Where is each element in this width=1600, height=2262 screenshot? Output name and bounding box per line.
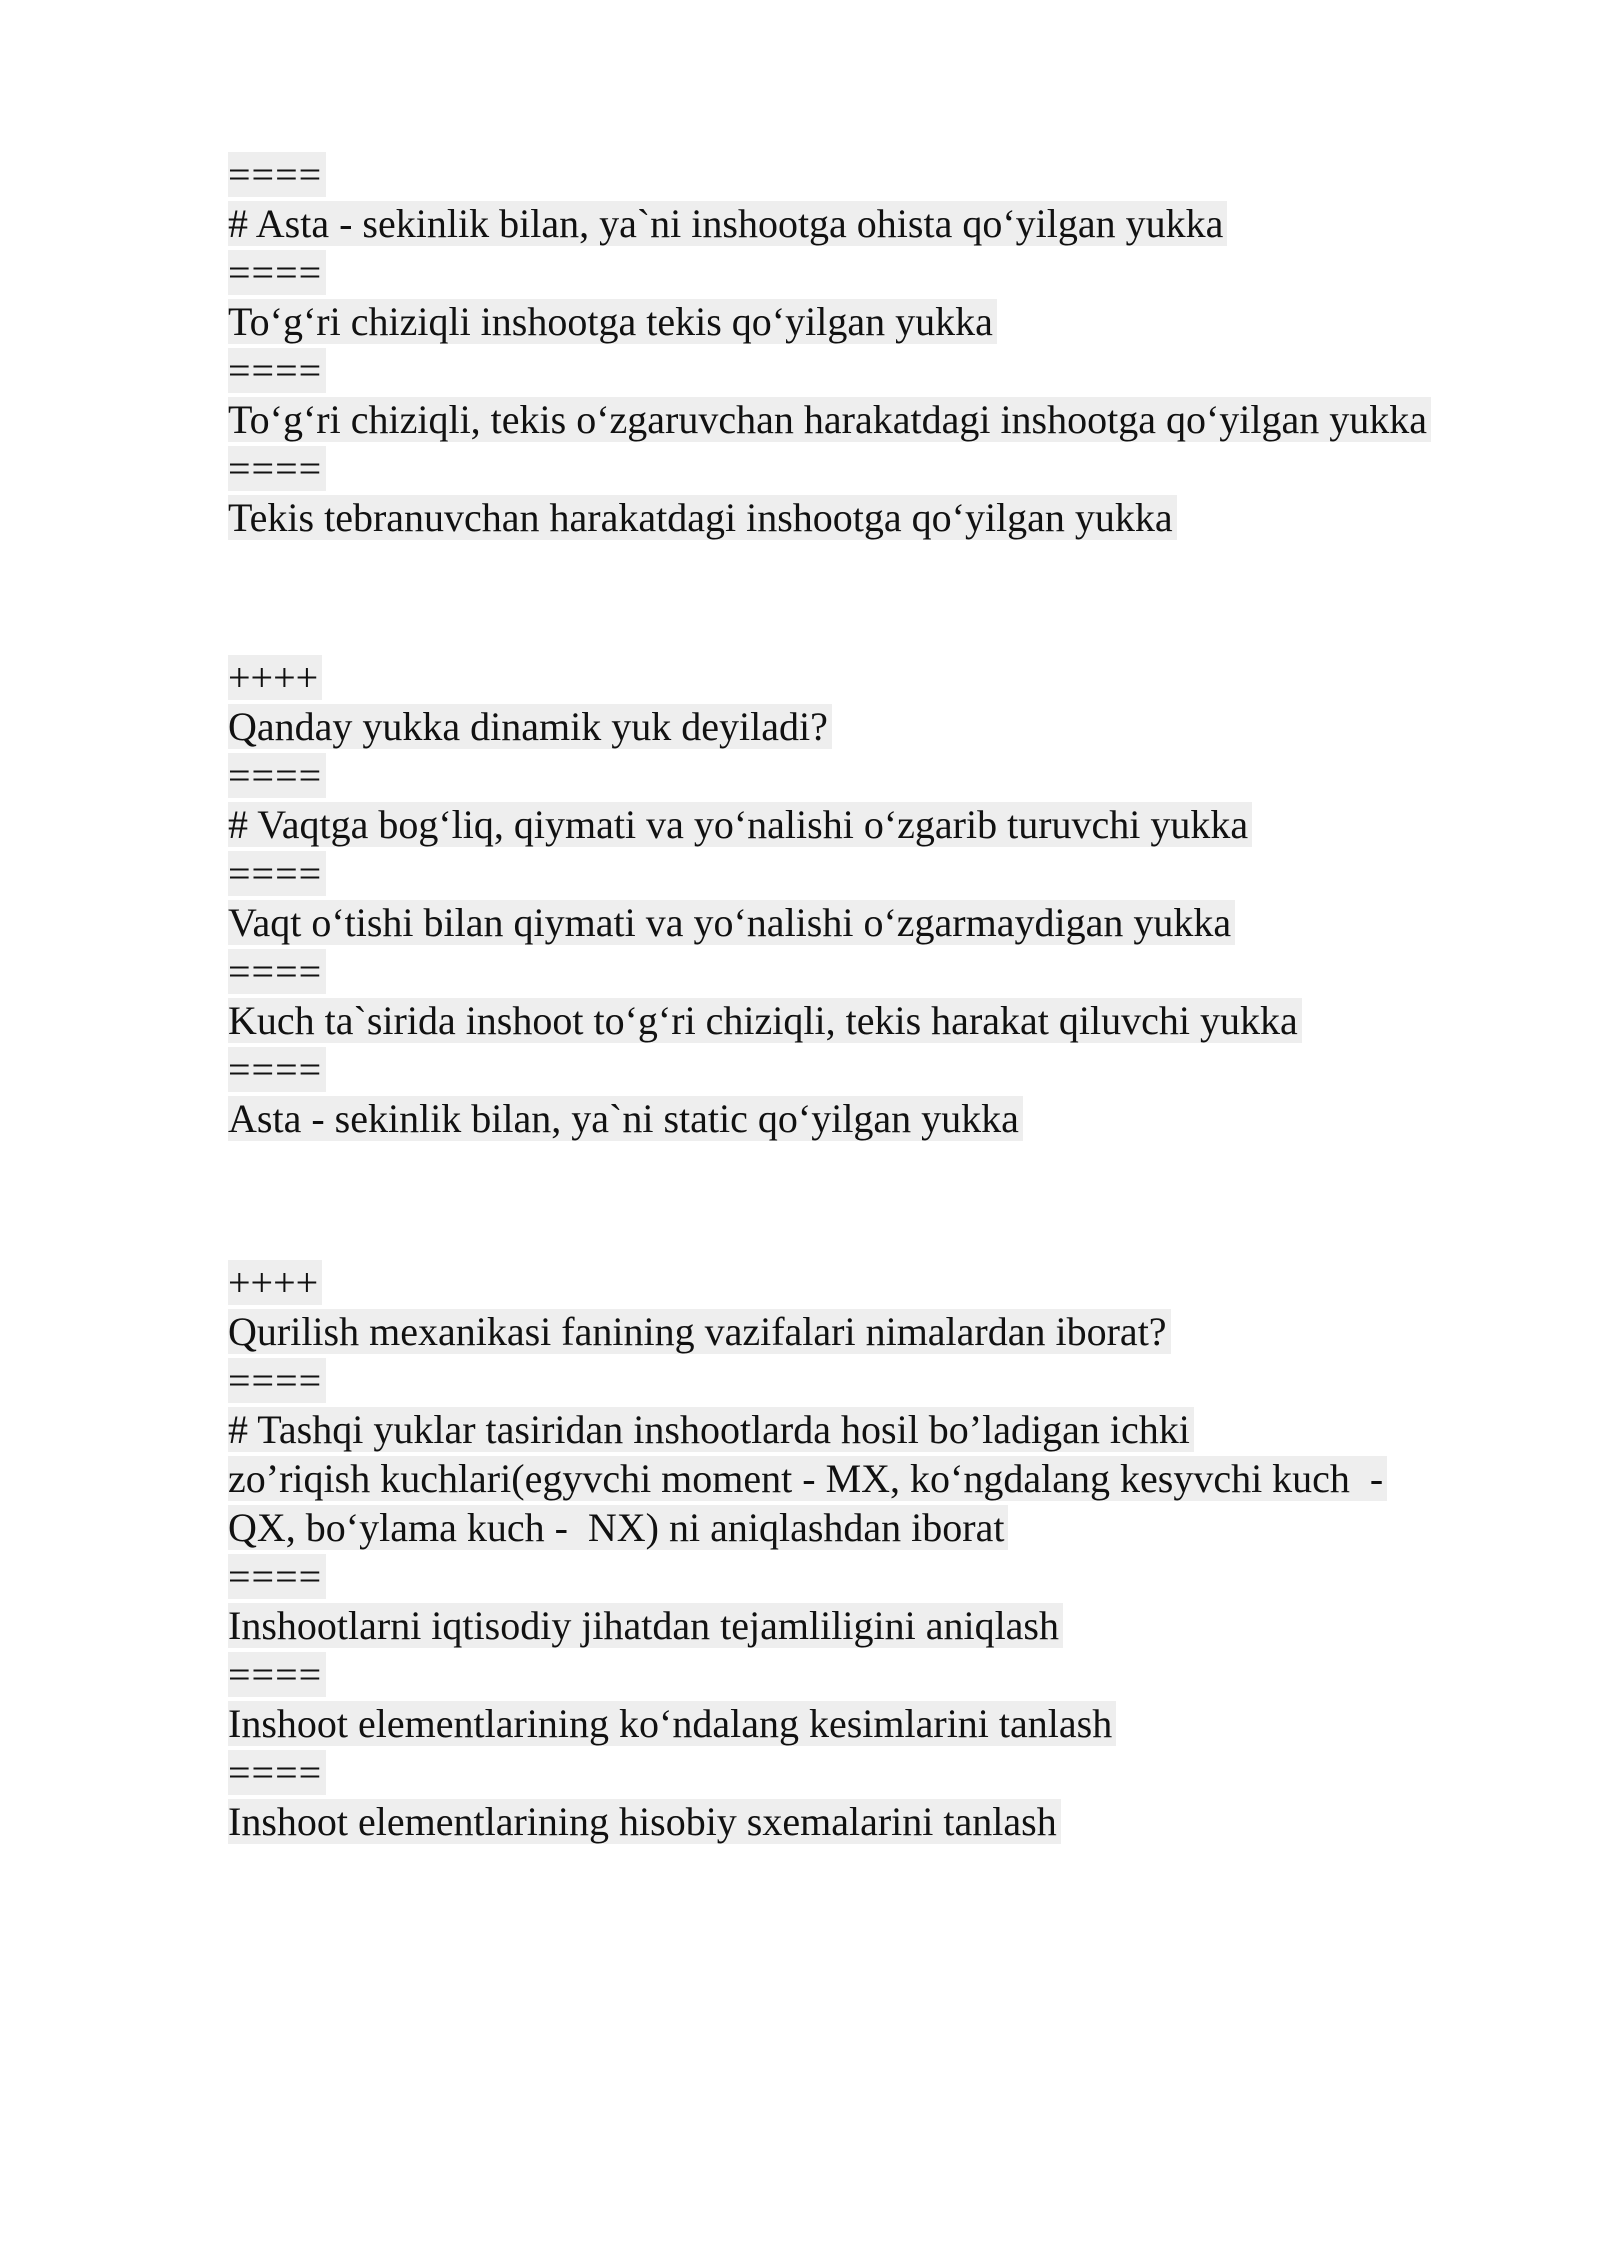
answer-separator: ====: [228, 248, 1488, 297]
answer-separator: ====: [228, 346, 1488, 395]
correct-answer-option: # Tashqi yuklar tasiridan inshootlarda hosil bo’ladigan ichki: [228, 1405, 1488, 1454]
answer-option: To‘g‘ri chiziqli, tekis o‘zgaruvchan harakatdagi inshootga qo‘yilgan yukka: [228, 395, 1488, 444]
answer-separator: ====: [228, 1045, 1488, 1094]
correct-answer-option: # Vaqtga bog‘liq, qiymati va yo‘nalishi o‘zgarib turuvchi yukka: [228, 800, 1488, 849]
answer-option: Vaqt o‘tishi bilan qiymati va yo‘nalishi o‘zgarmaydigan yukka: [228, 898, 1488, 947]
answer-option: Tekis tebranuvchan harakatdagi inshootga qo‘yilgan yukka: [228, 493, 1488, 542]
answer-option: Asta - sekinlik bilan, ya`ni static qo‘yilgan yukka: [228, 1094, 1488, 1143]
answer-separator: ====: [228, 150, 1488, 199]
answer-separator: ====: [228, 1748, 1488, 1797]
question-block-3: [228, 1258, 1488, 1846]
answer-option: To‘g‘ri chiziqli inshootga tekis qo‘yilgan yukka: [228, 297, 1488, 346]
question-marker: ++++: [228, 653, 1488, 702]
answer-option: Kuch ta`sirida inshoot to‘g‘ri chiziqli, tekis harakat qiluvchi yukka: [228, 996, 1488, 1045]
answer-separator: ====: [228, 947, 1488, 996]
answer-separator: ====: [228, 1650, 1488, 1699]
answer-option: Inshoot elementlarining ko‘ndalang kesimlarini tanlash: [228, 1699, 1488, 1748]
correct-answer-option: # Asta - sekinlik bilan, ya`ni inshootga ohista qo‘yilgan yukka: [228, 199, 1488, 248]
question-block-2: [228, 653, 1488, 1143]
answer-separator: ====: [228, 751, 1488, 800]
answer-separator: ====: [228, 444, 1488, 493]
block-spacer: [228, 1143, 1488, 1255]
question-text: Qurilish mexanikasi fanining vazifalari nimalardan iborat?: [228, 1307, 1488, 1356]
question-marker: ++++: [228, 1258, 1488, 1307]
answer-separator: ====: [228, 1552, 1488, 1601]
answer-separator: ====: [228, 849, 1488, 898]
correct-answer-option-continued: QX, bo‘ylama kuch - NX) ni aniqlashdan iborat: [228, 1503, 1488, 1552]
block-spacer: [228, 542, 1488, 650]
question-text: Qanday yukka dinamik yuk deyiladi?: [228, 702, 1488, 751]
answer-option: Inshootlarni iqtisodiy jihatdan tejamliligini aniqlash: [228, 1601, 1488, 1650]
correct-answer-option-continued: zo’riqish kuchlari(egyvchi moment - MX, ko‘ngdalang kesyvchi kuch -: [228, 1454, 1488, 1503]
answer-separator: ====: [228, 1356, 1488, 1405]
answer-option: Inshoot elementlarining hisobiy sxemalarini tanlash: [228, 1797, 1488, 1846]
question-block-1: [228, 150, 1488, 542]
document-content: [228, 150, 1488, 1846]
